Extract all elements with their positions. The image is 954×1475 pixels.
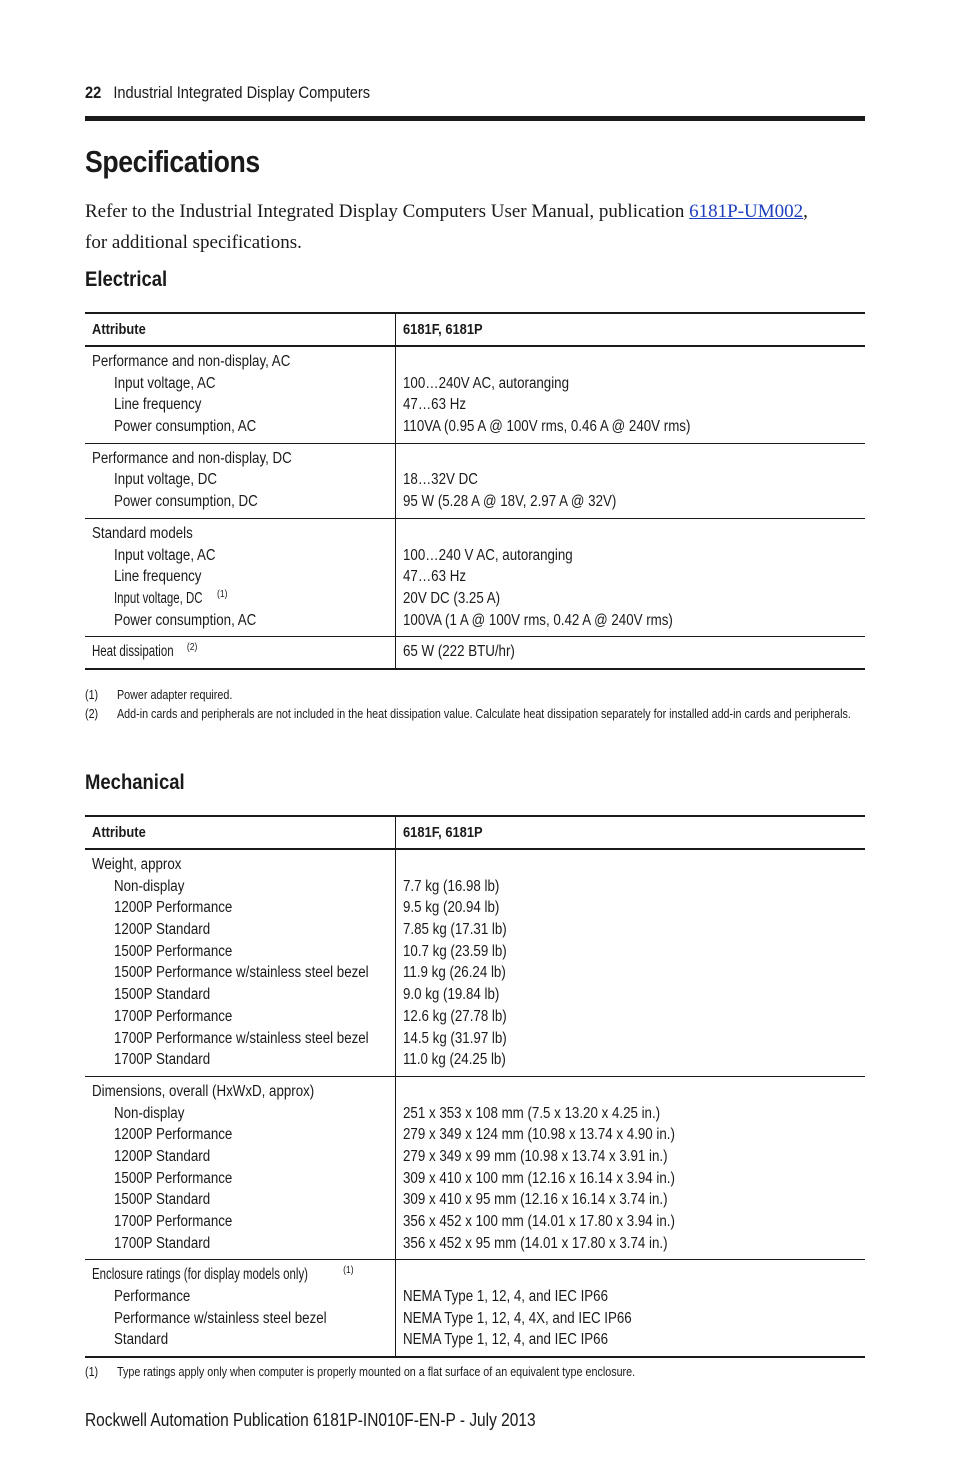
attribute-value: 47…63 Hz: [403, 568, 466, 586]
intro-text-line2: for additional specifications.: [85, 232, 302, 253]
attribute-label: 1500P Performance: [114, 942, 233, 960]
table-row: [85, 519, 865, 637]
column-header-attribute: Attribute: [92, 824, 146, 841]
table-row: [85, 444, 865, 519]
attribute-label: 1200P Standard: [114, 921, 211, 939]
attribute-label: 1200P Performance: [114, 899, 233, 917]
attribute-label: 1700P Standard: [114, 1051, 211, 1069]
group-heading: Dimensions, overall (HxWxD, approx): [92, 1082, 315, 1100]
column-header-attribute: Attribute: [92, 321, 146, 338]
attribute-value: 12.6 kg (27.78 lb): [403, 1007, 507, 1025]
group-heading: Heat dissipation: [92, 643, 174, 661]
attribute-label: Standard: [114, 1331, 169, 1349]
intro-comma: ,: [803, 201, 808, 222]
intro-paragraph: [85, 196, 875, 258]
footnote-text: Add-in cards and peripherals are not included in the heat dissipation value. Calculate heat dissipation separately for installed add-in cards and peripherals.: [117, 707, 851, 721]
attribute-label: Line frequency: [114, 396, 202, 414]
attribute-label: Line frequency: [114, 568, 202, 586]
attribute-value: NEMA Type 1, 12, 4, and IEC IP66: [403, 1331, 609, 1349]
table-header: [85, 815, 865, 850]
attribute-label: Performance w/stainless steel bezel: [114, 1309, 327, 1327]
attribute-label: Input voltage, AC: [114, 546, 216, 564]
electrical-table: [85, 312, 865, 670]
group-heading: Performance and non-display, AC: [92, 353, 291, 370]
attribute-label: Non-display: [114, 877, 185, 895]
attribute-value: 18…32V DC: [403, 471, 478, 489]
footnote-ref: (2): [186, 642, 198, 654]
header-rule: [85, 116, 865, 121]
attribute-label: Power consumption, DC: [114, 493, 258, 511]
attribute-label: 1500P Performance: [114, 1169, 233, 1187]
attribute-value: 309 x 410 x 95 mm (12.16 x 16.14 x 3.74 in.): [403, 1191, 668, 1209]
mechanical-heading: Mechanical: [85, 771, 185, 794]
page-title: Specifications: [85, 144, 260, 179]
page-number: 22: [85, 83, 102, 102]
attribute-value: 65 W (222 BTU/hr): [403, 643, 515, 661]
attribute-value: 279 x 349 x 99 mm (10.98 x 13.74 x 3.91 in.): [403, 1147, 668, 1165]
attribute-value: 9.0 kg (19.84 lb): [403, 986, 500, 1004]
footnote-key: (2): [85, 707, 99, 721]
attribute-value: 100VA (1 A @ 100V rms, 0.42 A @ 240V rms): [403, 611, 673, 629]
attribute-value: 20V DC (3.25 A): [403, 589, 501, 607]
attribute-value: 11.9 kg (26.24 lb): [403, 964, 506, 982]
table-header: [85, 312, 865, 347]
attribute-label: Power consumption, AC: [114, 611, 257, 629]
table-row: [85, 347, 865, 444]
running-title: Industrial Integrated Display Computers: [113, 83, 371, 102]
table-row: [85, 1260, 865, 1358]
attribute-value: 9.5 kg (20.94 lb): [403, 899, 500, 917]
attribute-value: 7.7 kg (16.98 lb): [403, 877, 500, 895]
attribute-value: 47…63 Hz: [403, 396, 466, 414]
attribute-label: 1500P Performance w/stainless steel bezel: [114, 964, 369, 982]
attribute-value: 14.5 kg (31.97 lb): [403, 1029, 507, 1047]
publication-link[interactable]: 6181P-UM002: [689, 201, 804, 222]
attribute-label: Input voltage, AC: [114, 374, 216, 392]
attribute-value: 100…240 V AC, autoranging: [403, 546, 573, 564]
attribute-label: 1500P Standard: [114, 986, 211, 1004]
footnote-ref: (1): [216, 588, 228, 600]
attribute-label: 1700P Performance w/stainless steel bezel: [114, 1029, 369, 1047]
footnote-text: Power adapter required.: [117, 688, 233, 702]
footnote-key: (1): [85, 688, 99, 702]
intro-text: Refer to the Industrial Integrated Display Computers User Manual, publication: [85, 201, 690, 222]
electrical-heading: Electrical: [85, 268, 168, 291]
attribute-value: 309 x 410 x 100 mm (12.16 x 16.14 x 3.94 in.): [403, 1169, 675, 1187]
mechanical-footnotes: [85, 1363, 865, 1382]
attribute-value: 356 x 452 x 100 mm (14.01 x 17.80 x 3.94 in.): [403, 1213, 675, 1230]
column-header-models: 6181F, 6181P: [403, 321, 483, 338]
attribute-value: 11.0 kg (24.25 lb): [403, 1051, 506, 1069]
attribute-label: 1500P Standard: [114, 1191, 211, 1209]
attribute-value: 110VA (0.95 A @ 100V rms, 0.46 A @ 240V rms): [403, 418, 691, 436]
footnote-text: Type ratings apply only when computer is properly mounted on a flat surface of an equivalent type enclosure.: [117, 1365, 636, 1379]
attribute-value: 251 x 353 x 108 mm (7.5 x 13.20 x 4.25 in.): [403, 1104, 661, 1122]
attribute-label: 1200P Performance: [114, 1126, 233, 1144]
attribute-label: 1700P Performance: [114, 1213, 233, 1230]
group-heading: Enclosure ratings (for display models only): [92, 1266, 308, 1284]
column-header-models: 6181F, 6181P: [403, 824, 483, 841]
attribute-value: 279 x 349 x 124 mm (10.98 x 13.74 x 4.90 in.): [403, 1126, 675, 1144]
attribute-value: 7.85 kg (17.31 lb): [403, 921, 507, 939]
attribute-label: Input voltage, DC: [114, 589, 203, 607]
attribute-label: Performance: [114, 1288, 191, 1306]
group-heading: Weight, approx: [92, 856, 182, 873]
mechanical-table: [85, 815, 865, 1358]
footnote-key: (1): [85, 1365, 99, 1379]
table-row: [85, 637, 865, 670]
footnote-ref: (1): [343, 1265, 354, 1277]
attribute-label: Non-display: [114, 1104, 185, 1122]
attribute-value: 10.7 kg (23.59 lb): [403, 942, 507, 960]
electrical-footnotes: [85, 686, 865, 724]
table-row: [85, 1077, 865, 1261]
attribute-label: 1700P Standard: [114, 1234, 211, 1252]
attribute-label: 1700P Performance: [114, 1007, 233, 1025]
attribute-value: 95 W (5.28 A @ 18V, 2.97 A @ 32V): [403, 493, 617, 511]
attribute-value: NEMA Type 1, 12, 4, 4X, and IEC IP66: [403, 1309, 632, 1327]
attribute-label: 1200P Standard: [114, 1147, 211, 1165]
attribute-value: 356 x 452 x 95 mm (14.01 x 17.80 x 3.74 in.): [403, 1234, 668, 1252]
attribute-label: Input voltage, DC: [114, 471, 217, 489]
running-header: [85, 83, 756, 105]
attribute-value: 100…240V AC, autoranging: [403, 374, 570, 392]
attribute-label: Power consumption, AC: [114, 418, 257, 436]
table-row: [85, 850, 865, 1077]
group-heading: Performance and non-display, DC: [92, 449, 292, 467]
attribute-value: NEMA Type 1, 12, 4, and IEC IP66: [403, 1288, 609, 1306]
page-footer: Rockwell Automation Publication 6181P-IN010F-EN-P - July 2013: [85, 1410, 536, 1430]
group-heading: Standard models: [92, 524, 193, 542]
